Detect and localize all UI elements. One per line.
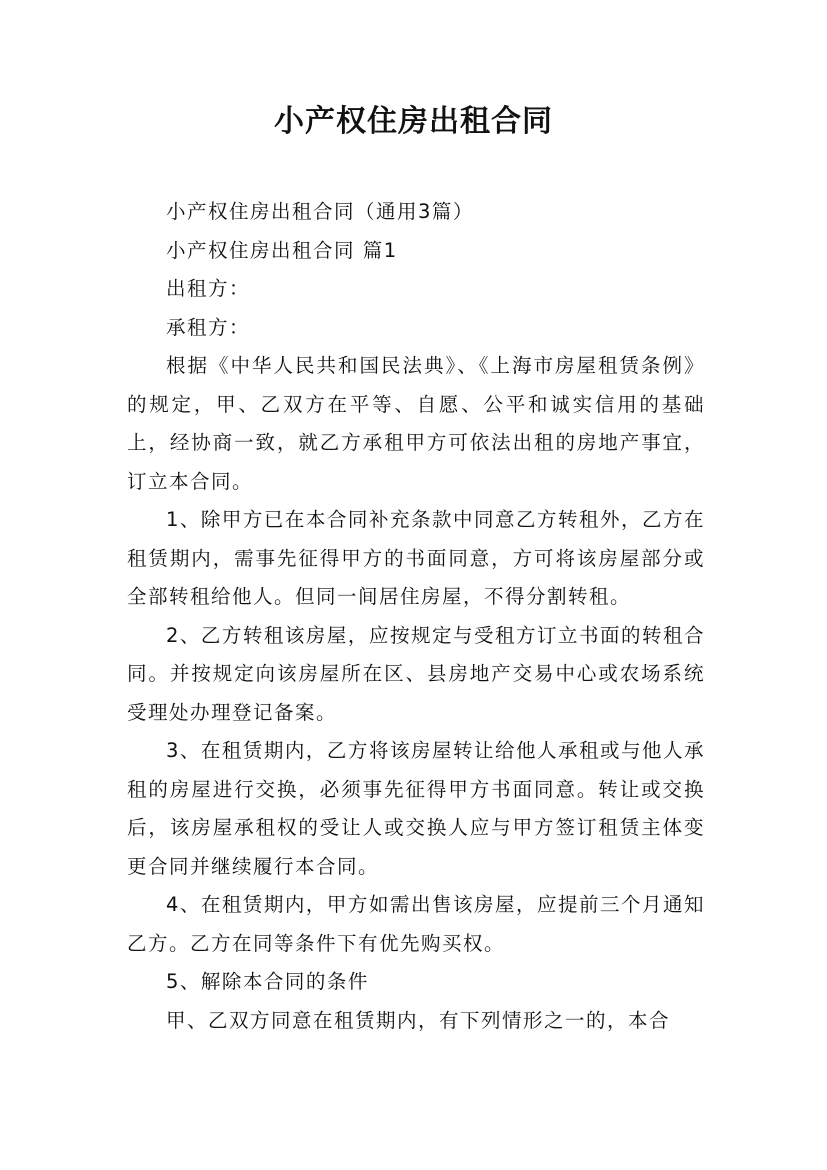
paragraph-clause-5: 5、解除本合同的条件: [166, 970, 369, 993]
paragraph-clause-1: 1、除甲方已在本合同补充条款中同意乙方转租外，乙方在租赁期内，需事先征得甲方的书面同意，方可将该房屋部分或全部转租给他人。但同一间居住房屋，不得分割转租。: [127, 508, 705, 608]
paragraph-subtitle: 小产权住房出租合同（通用3篇）: [166, 200, 474, 223]
paragraph-preamble: 根据《中华人民共和国民法典》、《上海市房屋租赁条例》的规定，甲、乙双方在平等、自愿、公平和诚实信用的基础上，经协商一致，就乙方承租甲方可依法出租的房地产事宜，订立本合同。: [127, 354, 705, 493]
paragraph-clause-3: 3、在租赁期内，乙方将该房屋转让给他人承租或与他人承租的房屋进行交换，必须事先征得甲方书面同意。转让或交换后，该房屋承租权的受让人或交换人应与甲方签订租赁主体变更合同并继续履行本合同。: [127, 739, 705, 878]
paragraph-clause-5-body: 甲、乙双方同意在租赁期内，有下列情形之一的，本合: [166, 1008, 671, 1032]
paragraph-lessor: 出租方：: [166, 277, 251, 300]
paragraph-clause-4: 4、在租赁期内，甲方如需出售该房屋，应提前三个月通知乙方。乙方在同等条件下有优先购买权。: [127, 893, 705, 955]
paragraph-section-heading: 小产权住房出租合同 篇1: [166, 238, 398, 262]
document-body: [127, 193, 705, 1040]
paragraph-clause-2: 2、乙方转租该房屋，应按规定与受租方订立书面的转租合同。并按规定向该房屋所在区、县房地产交易中心或农场系统受理处办理登记备案。: [127, 623, 705, 724]
paragraph-lessee: 承租方：: [166, 315, 251, 339]
document-title: 小产权住房出租合同: [274, 104, 553, 139]
